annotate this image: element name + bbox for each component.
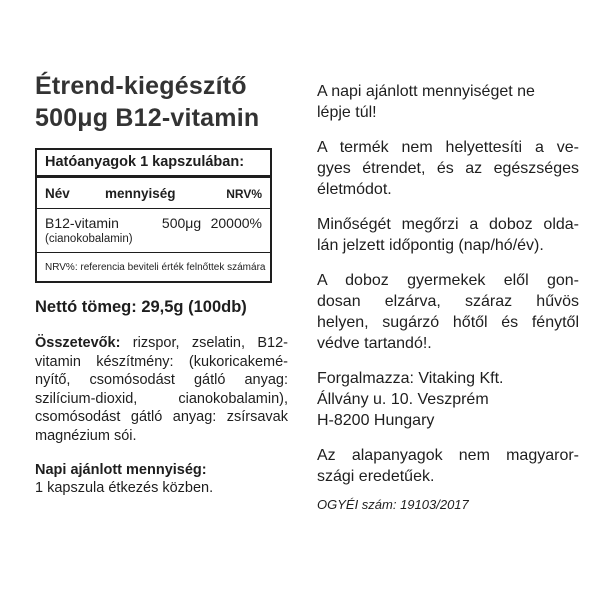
right-column: [317, 81, 579, 512]
text-line: védve tartandó!.: [317, 335, 432, 352]
text-line: Forgalmazza: Vitaking Kft.: [317, 370, 504, 387]
warning-dose: [317, 81, 579, 123]
ingredients: [35, 334, 288, 446]
nutrition-columns: [37, 178, 270, 209]
daily-dose-text: 1 kapszula étkezés közben.: [35, 480, 214, 497]
left-column: [35, 70, 288, 498]
col-name: Név: [45, 186, 70, 201]
daily-dose: [35, 461, 288, 498]
text-line: helyen, sugárzó hőtől és fénytől: [317, 314, 579, 331]
text-line: szági eredetűek.: [317, 468, 435, 485]
daily-dose-label: Napi ajánlott mennyiség:: [35, 461, 207, 478]
ingredients-line-5: csomósodást gátló anyag: zsírsavak: [35, 409, 288, 426]
text-line: lépje túl!: [317, 104, 377, 121]
text-line: A napi ajánlott mennyiséget ne: [317, 83, 535, 100]
text-line: Állvány u. 10. Veszprém: [317, 391, 489, 408]
storage: [317, 270, 579, 354]
text-line: Minőségét megőrzi a doboz olda-: [317, 216, 579, 233]
title-line-1: Étrend-kiegészítő: [35, 72, 247, 100]
nutrition-table: [35, 148, 272, 283]
ingredients-line-4: szilícium-dioxid, cianokobalamin),: [35, 390, 288, 407]
ogyei-number: OGYÉI szám: 19103/2017: [317, 497, 469, 512]
text-line: A termék nem helyettesíti a ve-: [317, 139, 579, 156]
product-title: [35, 70, 288, 134]
text-line: életmódot.: [317, 181, 392, 198]
ingredients-line-6: magnézium sói.: [35, 427, 137, 444]
nutrition-row: [37, 209, 270, 231]
text-line: H-8200 Hungary: [317, 412, 435, 429]
row-nrv: 20000%: [210, 215, 262, 231]
text-line: Az alapanyagok nem magyaror-: [317, 447, 579, 464]
nutrition-header: Hatóanyagok 1 kapszulában:: [37, 150, 270, 178]
row-amount: 500μg: [161, 215, 202, 231]
ingredients-line-2: vitamin készítmény: (kukoricakemé-: [35, 353, 288, 370]
ingredients-line-3: nyítő, csomósodást gátló anyag:: [35, 372, 288, 389]
distributor: [317, 368, 579, 431]
text-line: lán jelzett időpontig (nap/hó/év).: [317, 237, 544, 254]
text-line: dosan elzárva, száraz hűvös: [317, 293, 579, 310]
row-subname: (cianokobalamin): [37, 231, 270, 253]
origin: [317, 445, 579, 487]
ingredients-text-1: rizspor, zselatin, B12-: [120, 335, 288, 351]
text-line: A doboz gyermekek elől gon-: [317, 272, 579, 289]
nrv-footnote: NRV%: referencia beviteli érték felnőttek számára: [45, 262, 266, 273]
row-name: B12-vitamin: [45, 215, 119, 231]
warning-diet: [317, 137, 579, 200]
col-amount: mennyiség: [105, 186, 176, 201]
ingredients-label: Összetevők:: [35, 335, 121, 351]
text-line: gyes étrendet, és az egészséges: [317, 160, 579, 177]
title-line-2: 500μg B12-vitamin: [35, 104, 260, 132]
net-weight: Nettó tömeg: 29,5g (100db): [35, 298, 247, 316]
col-nrv: NRV%: [226, 187, 262, 201]
best-before: [317, 214, 579, 256]
ingredients-line-1: [35, 334, 288, 353]
